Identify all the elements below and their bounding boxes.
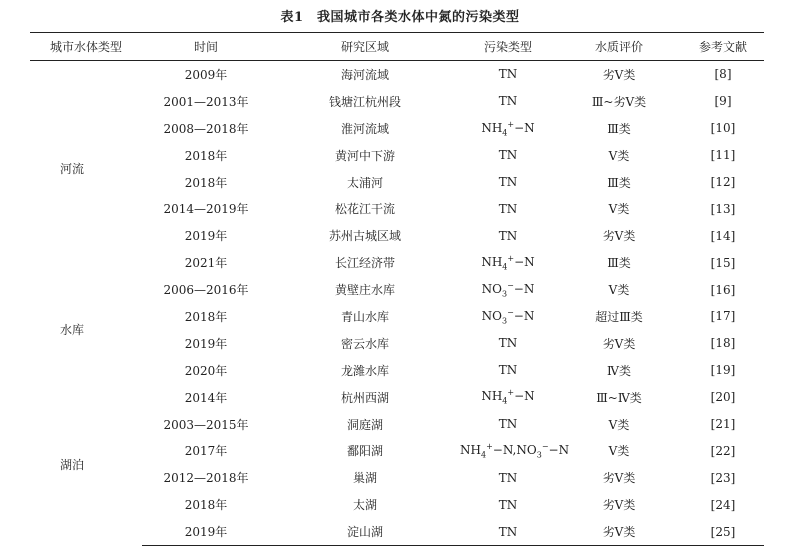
quality-cell: Ⅴ类 (608, 148, 630, 163)
region-cell: 太浦河 (346, 175, 383, 190)
quality-cell: Ⅴ类 (608, 283, 630, 298)
region-cell: 钱塘江杭州段 (328, 94, 401, 109)
header-pollution-type: 污染类型 (460, 33, 556, 61)
region-cell: 淀山湖 (270, 518, 460, 545)
reference-cell: [19] (710, 363, 736, 378)
reference-cell: [8] (714, 67, 732, 82)
reference-cell: [10] (710, 121, 736, 136)
reference-cell: [9] (714, 94, 732, 109)
header-region: 研究区域 (270, 33, 460, 61)
quality-cell: 劣Ⅴ类 (602, 336, 636, 351)
reference-cell: [21] (710, 417, 736, 432)
region-cell: 密云水库 (340, 336, 389, 351)
quality-cell: 劣Ⅴ类 (602, 471, 636, 486)
time-cell: 2019年 (184, 336, 228, 351)
table-row (30, 384, 764, 411)
time-cell: 2012—2018年 (163, 471, 249, 486)
water-type-cell: 湖泊 (60, 458, 85, 473)
region-cell: 洞庭湖 (346, 417, 383, 432)
reference-cell: [15] (710, 255, 736, 270)
header-reference: 参考文献 (682, 33, 764, 61)
reference-cell: [25] (682, 518, 764, 545)
time-cell: 2018年 (184, 309, 228, 324)
quality-cell: Ⅳ类 (607, 363, 631, 378)
quality-cell: Ⅲ类 (607, 121, 631, 136)
time-cell: 2020年 (184, 363, 228, 378)
time-cell: 2021年 (184, 256, 228, 271)
table-row (30, 61, 764, 88)
header-time: 时间 (142, 33, 270, 61)
pollution-type-cell: TN (498, 336, 518, 351)
reference-cell: [23] (710, 470, 736, 485)
pollution-type-cell: $NH_4^+-N$ (481, 119, 535, 137)
quality-cell: 劣Ⅴ类 (602, 498, 636, 513)
quality-cell: Ⅲ~Ⅳ类 (596, 390, 642, 405)
time-cell: 2001—2013年 (163, 94, 249, 109)
region-cell: 青山水库 (340, 309, 389, 324)
water-type-cell: 河流 (60, 162, 85, 177)
pollution-type-cell: TN (498, 470, 518, 485)
time-cell: 2018年 (184, 148, 228, 163)
water-type-cell: 水库 (60, 323, 85, 338)
pollution-type-cell: TN (498, 417, 518, 432)
header-water-type: 城市水体类型 (30, 33, 142, 61)
reference-cell: [12] (710, 175, 736, 189)
quality-cell: 劣Ⅴ类 (602, 229, 636, 244)
quality-cell: Ⅴ类 (608, 202, 630, 217)
region-cell: 鄱阳湖 (346, 444, 383, 459)
reference-cell: [24] (710, 497, 736, 512)
reference-cell: [13] (710, 201, 736, 216)
region-cell: 杭州西湖 (340, 390, 389, 405)
table-row (30, 276, 764, 303)
pollution-type-cell: TN (498, 497, 518, 512)
reference-cell: [17] (710, 309, 736, 324)
region-cell: 苏州古城区域 (328, 229, 401, 244)
quality-cell: Ⅴ类 (608, 444, 630, 459)
pollution-type-cell: $NH_4^+-N,NO_3^--N$ (460, 442, 570, 460)
region-cell: 海河流域 (340, 67, 389, 82)
reference-cell: [11] (710, 148, 736, 163)
pollution-type-cell: TN (498, 175, 518, 189)
pollution-type-cell: TN (498, 201, 518, 216)
region-cell: 松花江干流 (334, 202, 395, 217)
time-cell: 2019年 (142, 518, 270, 545)
time-cell: 2014年 (184, 390, 228, 405)
quality-cell: Ⅲ类 (607, 256, 631, 271)
pollution-type-cell: TN (498, 94, 518, 109)
reference-cell: [18] (710, 336, 736, 351)
quality-cell: Ⅲ类 (607, 175, 631, 190)
pollution-type-cell: $NH_4^+-N$ (481, 253, 535, 272)
quality-cell: 劣Ⅴ类 (602, 67, 636, 82)
time-cell: 2019年 (184, 229, 228, 244)
nitrogen-pollution-table (30, 32, 764, 546)
quality-cell: 超过Ⅲ类 (595, 309, 643, 324)
region-cell: 黄壁庄水库 (334, 283, 395, 298)
pollution-type-cell: $NO_3^--N$ (481, 280, 535, 299)
pollution-type-cell: TN (498, 67, 518, 82)
table-caption: 表1 我国城市各类水体中氮的污染类型 (280, 10, 520, 25)
pollution-type-cell: TN (498, 363, 518, 378)
time-cell: 2009年 (184, 67, 228, 82)
reference-cell: [14] (710, 228, 736, 243)
reference-cell: [16] (710, 282, 736, 297)
time-cell: 2018年 (184, 498, 228, 513)
quality-cell: Ⅴ类 (608, 417, 630, 432)
pollution-type-cell: $NO_3^--N$ (481, 307, 535, 326)
region-cell: 长江经济带 (334, 256, 395, 271)
reference-cell: [20] (710, 390, 736, 405)
quality-cell: Ⅲ~劣Ⅴ类 (591, 94, 647, 109)
reference-cell: [22] (710, 443, 736, 458)
region-cell: 巢湖 (352, 471, 377, 486)
pollution-type-cell: $NH_4^+-N$ (481, 388, 535, 406)
table-header-row (30, 33, 764, 61)
time-cell: 2018年 (184, 175, 228, 190)
region-cell: 黄河中下游 (334, 148, 395, 163)
region-cell: 太湖 (352, 498, 377, 513)
pollution-type-cell: TN (498, 228, 518, 243)
time-cell: 2008—2018年 (163, 121, 249, 136)
region-cell: 龙潍水库 (340, 363, 389, 378)
pollution-type-cell: TN (460, 518, 556, 545)
pollution-type-cell: TN (498, 148, 518, 163)
time-cell: 2014—2019年 (163, 202, 249, 217)
region-cell: 淮河流域 (340, 121, 389, 136)
time-cell: 2017年 (184, 444, 228, 459)
time-cell: 2006—2016年 (163, 283, 249, 298)
header-quality: 水质评价 (556, 33, 682, 61)
quality-cell: 劣Ⅴ类 (556, 518, 682, 545)
time-cell: 2003—2015年 (163, 417, 249, 432)
